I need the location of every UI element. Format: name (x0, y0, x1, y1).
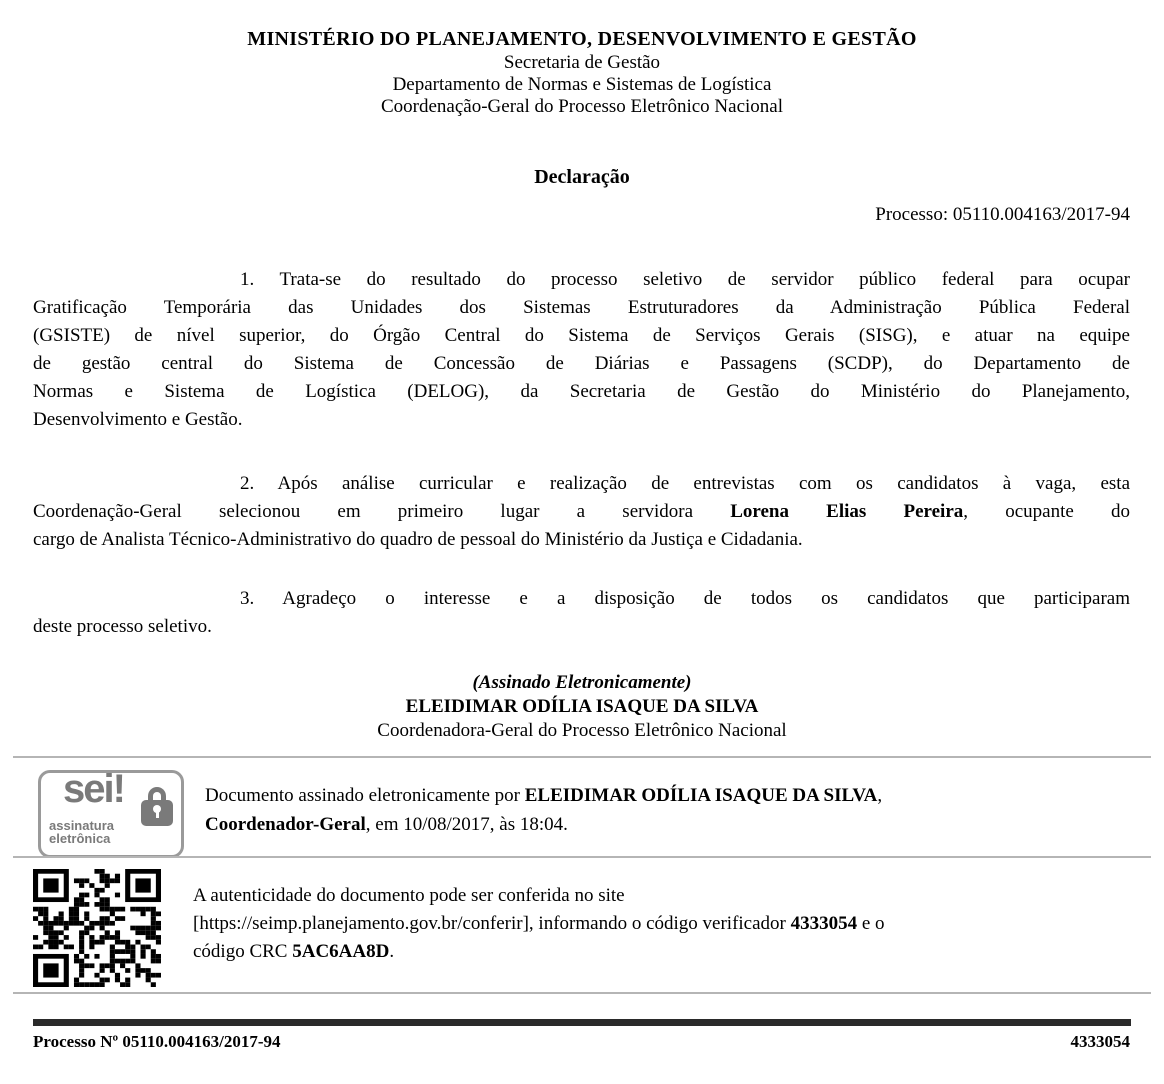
signatory-name: ELEIDIMAR ODÍLIA ISAQUE DA SILVA (405, 696, 759, 717)
sei-logo-subtitle (49, 819, 114, 845)
footer-document-code: 4333054 (1070, 1032, 1130, 1051)
sei-logo-subtitle-line2: eletrônica (49, 831, 111, 846)
signature-block (0, 671, 1164, 743)
department-name: Departamento de Normas e Sistemas de Logística (392, 74, 772, 95)
text-line: de gestão central do Sistema de Concessão de Diárias e Passagens (SCDP), do Departamento de (33, 353, 1130, 374)
signature-method: (Assinado Eletronicamente) (472, 672, 692, 693)
padlock-icon (138, 787, 176, 833)
text-line: A autenticidade do documento pode ser conferida no site (193, 885, 625, 906)
divider (13, 992, 1151, 994)
authenticity-statement (193, 882, 1130, 966)
secretariat-name: Secretaria de Gestão (503, 52, 661, 73)
divider (13, 756, 1151, 758)
text-line: Coordenador-Geral, em 10/08/2017, às 18:04. (205, 814, 568, 835)
text-line: 2. Após análise curricular e realização de entrevistas com os candidatos à vaga, esta (240, 473, 1130, 494)
text-line: (GSISTE) de nível superior, do Órgão Central do Sistema de Serviços Gerais (SISG), e atuar na equipe (33, 325, 1130, 346)
text-line: Documento assinado eletronicamente por ELEIDIMAR ODÍLIA ISAQUE DA SILVA, (205, 785, 883, 806)
ministry-name: MINISTÉRIO DO PLANEJAMENTO, DESENVOLVIMENTO E GESTÃO (247, 28, 917, 50)
process-number-line: Processo: 05110.004163/2017-94 (875, 204, 1130, 225)
text-line: Normas e Sistema de Logística (DELOG), da Secretaria de Gestão do Ministério do Planejamento, (33, 381, 1130, 402)
text-line: 3. Agradeço o interesse e a disposição de todos os candidatos que participaram (240, 588, 1130, 609)
sei-logo: sei! (63, 767, 124, 811)
text-line: 1. Trata-se do resultado do processo seletivo de servidor público federal para ocupar (240, 269, 1130, 290)
text-line: código CRC 5AC6AA8D. (193, 941, 395, 962)
text-line: deste processo seletivo. (33, 616, 212, 637)
paragraph-3 (33, 585, 1130, 641)
text-line: Coordenação-Geral selecionou em primeiro lugar a servidora Lorena Elias Pereira, ocupante do (33, 501, 1130, 522)
electronic-signature-statement (205, 781, 1130, 839)
paragraph-2 (33, 470, 1130, 554)
signatory-role: Coordenadora-Geral do Processo Eletrônico Nacional (377, 720, 787, 741)
text-line: [https://seimp.planejamento.gov.br/conferir], informando o código verificador 4333054 e o (193, 913, 885, 934)
footer (33, 1031, 1130, 1053)
text-line: Gratificação Temporária das Unidades dos Sistemas Estruturadores da Administração Pública Federal (33, 297, 1130, 318)
text-line: Desenvolvimento e Gestão. (33, 409, 243, 430)
document-header (0, 0, 1164, 118)
footer-process-number: Processo Nº 05110.004163/2017-94 (33, 1032, 281, 1051)
sei-logo-subtitle-line1: assinatura (49, 818, 115, 833)
document-title: Declaração (534, 166, 630, 188)
coordination-name: Coordenação-Geral do Processo Eletrônico Nacional (380, 96, 783, 117)
paragraph-1 (33, 266, 1130, 434)
qr-code (33, 869, 161, 987)
sei-signature-stamp (38, 767, 184, 858)
footer-bar (33, 1019, 1131, 1026)
divider (13, 856, 1151, 858)
text-line: cargo de Analista Técnico-Administrativo do quadro de pessoal do Ministério da Justiça e Cidadania. (33, 529, 803, 550)
